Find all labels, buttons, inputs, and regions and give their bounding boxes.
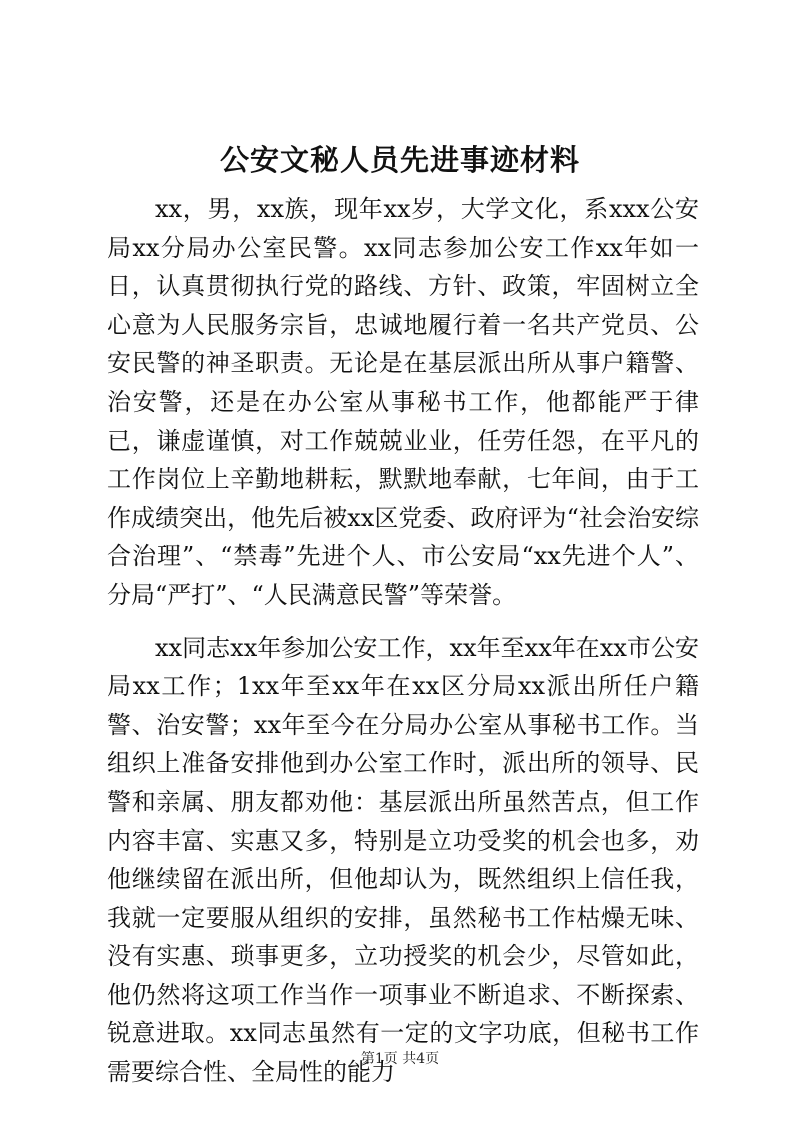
page-footer: 第1页 共4页 xyxy=(360,1051,440,1067)
document-title: 公安文秘人员先进事迹材料 xyxy=(219,143,580,177)
paragraph-2: xx同志xx年参加公安工作，xx年至xx年在xx市公安局xx工作；1xx年至xx年在xx区分局xx派出所任户籍警、治安警；xx年至今在分局办公室从事秘书工作。当组织上准备安排他到办公室工作时，派出所的领导、民警和亲属、朋友都劝他：基层派出所虽然苦点，但工作内容丰富、实惠又多，特别是立功受奖的机会也多，劝他继续留在派出所，但他却认为，既然组织上信任我，我就一定要服从组织的安排，虽然秘书工作枯燥无味、没有实惠、琐事更多，立功授奖的机会少，尽管如此，他仍然将这项工作当作一项事业不断追求、不断探索、锐意进取。xx同志虽然有一定的文字功底，但秘书工作需要综合性、全局性的能力 xyxy=(107,633,699,1087)
paragraph-1: xx，男，xx族，现年xx岁，大学文化，系xxx公安局xx分局办公室民警。xx同志参加公安工作xx年如一日，认真贯彻执行党的路线、方针、政策，牢固树立全心意为人民服务宗旨，忠诚地履行着一名共产党员、公安民警的神圣职责。无论是在基层派出所从事户籍警、治安警，还是在办公室从事秘书工作，他都能严于律已，谦虚谨慎，对工作兢兢业业，任劳任怨，在平凡的工作岗位上辛勤地耕耘，默默地奉献，七年间，由于工作成绩突出，他先后被xx区党委、政府评为“社会治安综合治理”、“禁毒”先进个人、市公安局“xx先进个人”、分局“严打”、“人民满意民警”等荣誉。 xyxy=(107,195,699,609)
document-body xyxy=(107,190,699,1092)
